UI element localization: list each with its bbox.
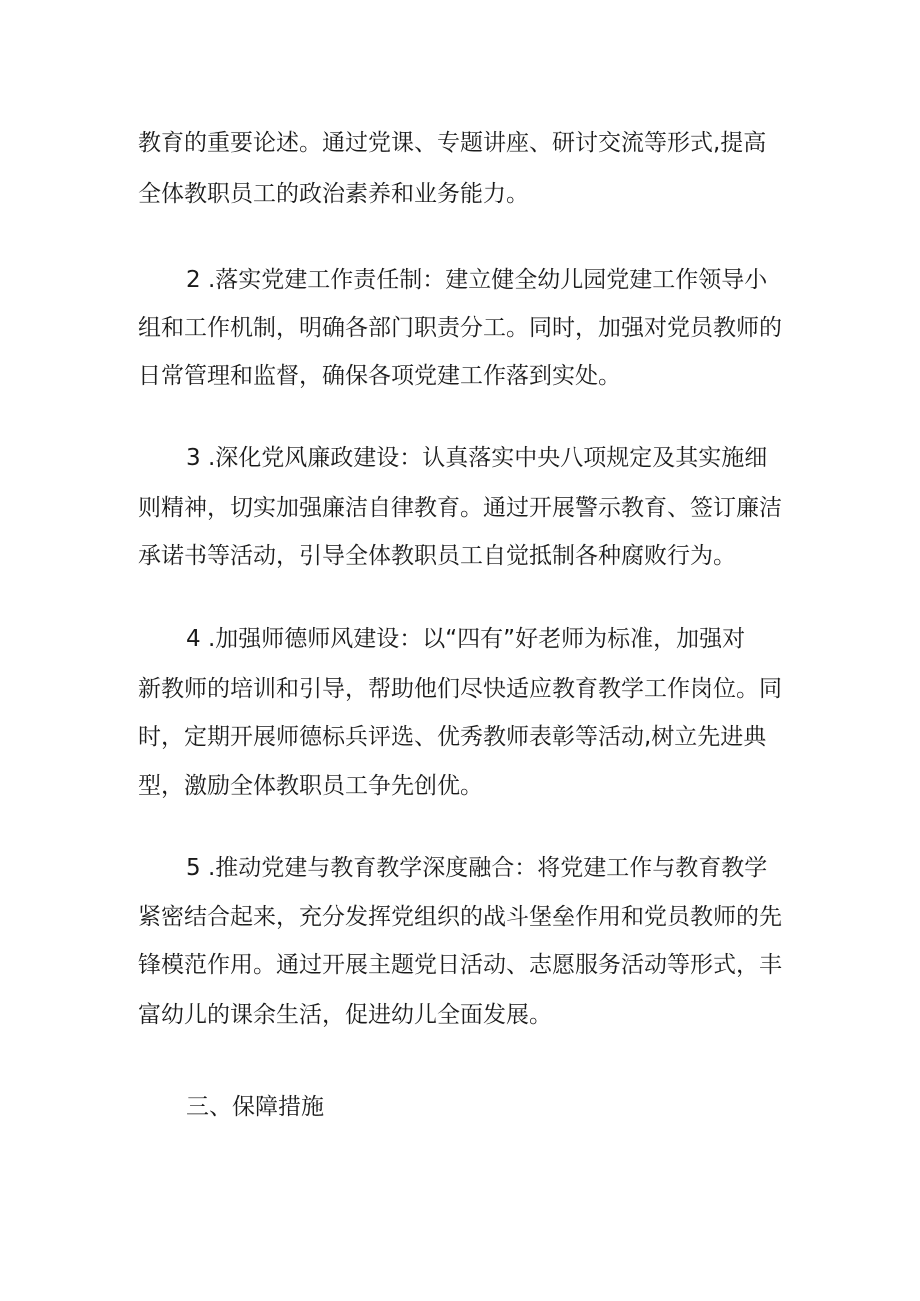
paragraph-3-line-1: 3 .深化党风廉政建设：认真落实中央八项规定及其实施细 bbox=[186, 445, 768, 471]
paragraph-5-line-2: 紧密结合起来，充分发挥党组织的战斗堡垒作用和党员教师的先 bbox=[138, 904, 782, 930]
paragraph-2-line-2: 组和工作机制，明确各部门职责分工。同时，加强对党员教师的 bbox=[138, 315, 782, 341]
paragraph-5-line-1: 5 .推动党建与教育教学深度融合：将党建工作与教育教学 bbox=[186, 855, 768, 881]
paragraph-4-line-3: 时，定期开展师德标兵评选、优秀教师表彰等活动,树立先进典 bbox=[138, 724, 767, 750]
paragraph-5-line-3: 锋模范作用。通过开展主题党日活动、志愿服务活动等形式，丰 bbox=[138, 952, 782, 978]
paragraph-2-line-3: 日常管理和监督，确保各项党建工作落到实处。 bbox=[138, 363, 621, 389]
paragraph-3-line-3: 承诺书等活动，引导全体教职员工自觉抵制各种腐败行为。 bbox=[138, 543, 736, 569]
paragraph-4-line-4: 型，激励全体教职员工争先创优。 bbox=[138, 773, 483, 799]
paragraph-1-line-2: 全体教职员工的政治素养和业务能力。 bbox=[138, 181, 529, 207]
paragraph-4-line-1: 4 .加强师德师风建设：以“四有”好老师为标准，加强对 bbox=[186, 626, 746, 652]
section-heading: 三、保障措施 bbox=[186, 1094, 324, 1120]
paragraph-2-line-1: 2 .落实党建工作责任制：建立健全幼儿园党建工作领导小 bbox=[186, 267, 768, 293]
paragraph-4-line-2: 新教师的培训和引导，帮助他们尽快适应教育教学工作岗位。同 bbox=[138, 676, 782, 702]
paragraph-5-line-4: 富幼儿的课余生活，促进幼儿全面发展。 bbox=[138, 1002, 552, 1028]
paragraph-1-line-1: 教育的重要论述。通过党课、专题讲座、研讨交流等形式,提高 bbox=[138, 130, 767, 156]
paragraph-3-line-2: 则精神，切实加强廉洁自律教育。通过开展警示教育、签订廉洁 bbox=[138, 495, 782, 521]
